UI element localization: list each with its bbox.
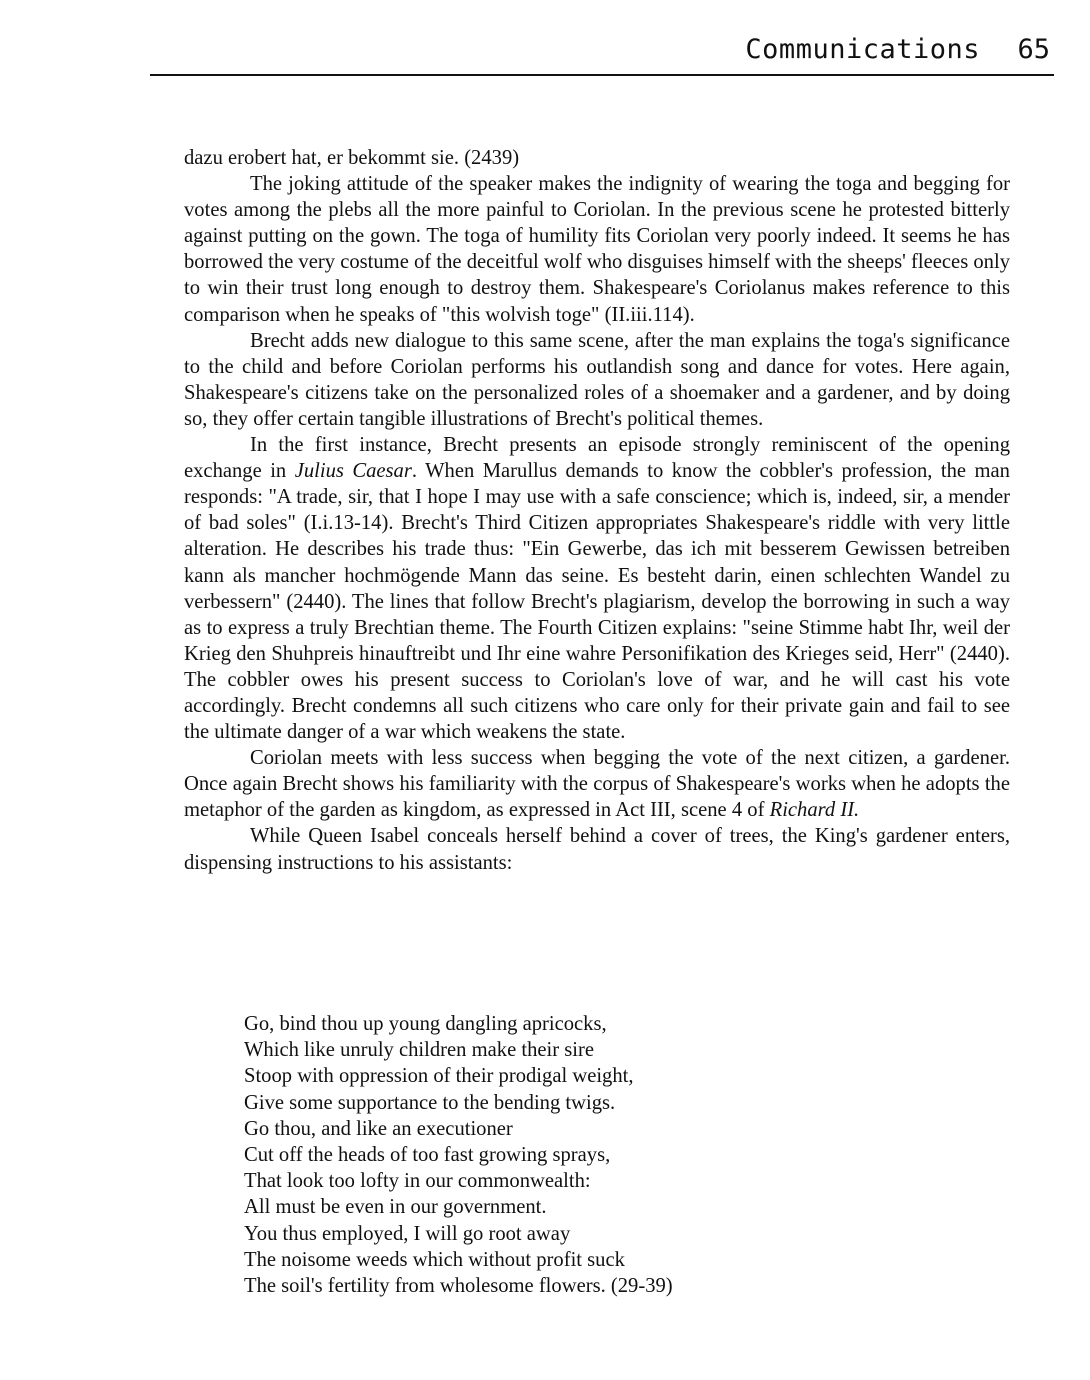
text-segment: In the first instance, Brecht presents an episode strongly reminiscent of the opening exchange in [184, 434, 1010, 483]
verse-line: Stoop with oppression of their prodigal weight, [244, 1065, 634, 1088]
paragraph-p1 [184, 171, 1010, 328]
verse-line: Go, bind thou up young dangling apricocks, [244, 1013, 607, 1035]
text-segment: The joking attitude of the speaker makes the indignity of wearing the toga and begging for votes among the plebs all the more painful to Coriolan. In the previous scene he protested bitterly against putting on the gown. The toga of humility fits Coriolan very poorly indeed. It seems he has borrowed the very costume of the deceitful wolf who disguises himself with the sheeps' fleeces only to win their trust long enough to destroy them. Shakespeare's Coriolanus makes reference to this comparison when he speaks of "this wolvish toge" (II.iii.114). [184, 173, 1010, 326]
paragraph-p5 [184, 823, 1010, 875]
paragraph-p2 [184, 328, 1010, 432]
page-header [150, 30, 1054, 76]
verse-line: Which like unruly children make their sire [244, 1039, 594, 1062]
page-number: 65 [1017, 34, 1050, 65]
paragraph-p3 [184, 432, 1010, 745]
verse-line: That look too lofty in our commonwealth: [244, 1170, 591, 1193]
italic-title: Julius Caesar [294, 460, 412, 483]
verse-line: Go thou, and like an executioner [244, 1117, 513, 1140]
verse-line: You thus employed, I will go root away [244, 1222, 571, 1245]
text-segment: . When Marullus demands to know the cobbler's profession, the man responds: "A trade, sir, that I hope I may use with a safe conscience; which is, indeed, sir, a mender of bad soles" (I.i.13-14). Brecht's Third Citizen appropriates Shakespeare's riddle with very little alteration. He describes his trade thus: "Ein Gewerbe, das ich mit besserem Gewissen betreiben kann als mancher hochmögende Mann das seine. Es besteht darin, einen schlechten Wandel zu verbessern" (2440). The lines that follow Brecht's plagiarism, develop the borrowing in such a way as to express a truly Brechtian theme. The Fourth Citizen explains: "seine Stimme habt Ihr, weil der Krieg den Shuhpreis hinauftreibt und Ihr eine wahre Personifikation des Krieges seid, Herr" (2440). The cobbler owes his present success to Coriolan's love of war, and he will cast his vote accordingly. Brecht condemns all such citizens who care only for their private gain and fail to see the ultimate danger of a war which weakens the state. [184, 460, 1010, 744]
verse-quotation [244, 1011, 673, 1299]
text-segment: dazu erobert hat, er bekommt sie. (2439) [184, 147, 520, 169]
text-segment: Coriolan meets with less success when begging the vote of the next citizen, a gardener. Once again Brecht shows his familiarity with the corpus of Shakespeare's works when he adopts the metaphor of the garden as kingdom, as expressed in Act III, scene 4 of [184, 747, 1010, 822]
body-text [184, 145, 1010, 876]
paragraph-p0 [184, 145, 1010, 171]
verse-line: The noisome weeds which without profit suck [244, 1248, 625, 1271]
running-head-title: Communications [745, 34, 980, 65]
verse-line: All must be even in our government. [244, 1196, 547, 1219]
verse-line: Give some supportance to the bending twigs. [244, 1091, 616, 1114]
text-segment: While Queen Isabel conceals herself behind a cover of trees, the King's gardener enters, dispensing instructions to his assistants: [184, 825, 1010, 874]
verse-line: The soil's fertility from wholesome flowers. (29-39) [244, 1275, 673, 1298]
verse-line: Cut off the heads of too fast growing sprays, [244, 1144, 611, 1167]
text-segment: Brecht adds new dialogue to this same scene, after the man explains the toga's significance to the child and before Coriolan performs his outlandish song and dance for votes. Here again, Shakespeare's citizens take on the personalized roles of a shoemaker and a gardener, and by doing so, they offer certain tangible illustrations of Brecht's political themes. [184, 329, 1010, 430]
italic-title: Richard II. [769, 799, 860, 822]
paragraph-p4 [184, 745, 1010, 823]
